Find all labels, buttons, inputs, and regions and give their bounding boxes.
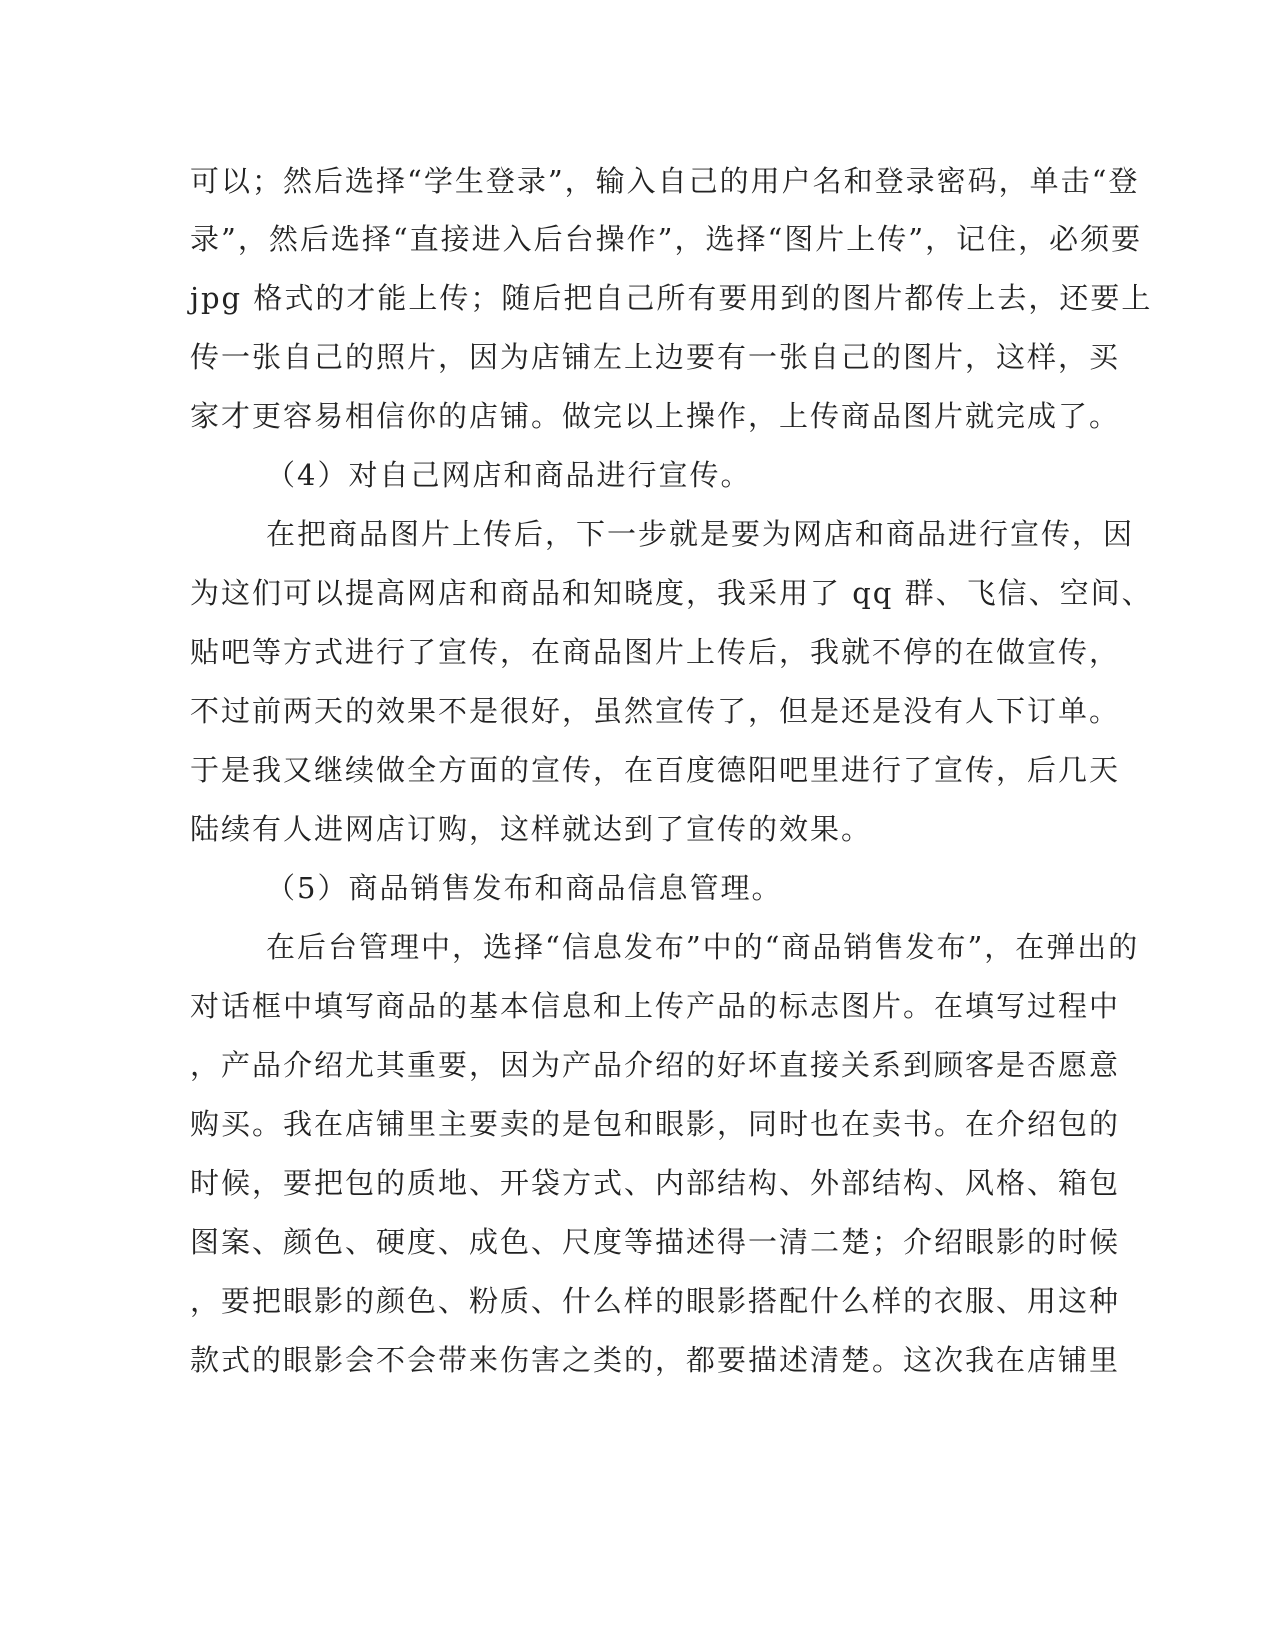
text-line: 贴吧等方式进行了宣传，在商品图片上传后，我就不停的在做宣传， [190, 635, 1121, 669]
text-line: 为这们可以提高网店和商品和知晓度，我采用了 qq 群、飞信、空间、 [190, 576, 1153, 610]
text-line: jpg 格式的才能上传；随后把自己所有要用到的图片都传上去，还要上 [190, 281, 1153, 315]
text-line: 在把商品图片上传后，下一步就是要为网店和商品进行宣传，因 [266, 517, 1135, 551]
text-line: 传一张自己的照片，因为店铺左上边要有一张自己的图片，这样，买 [190, 340, 1121, 374]
text-line: 时候，要把包的质地、开袋方式、内部结构、外部结构、风格、箱包 [190, 1166, 1121, 1200]
text-line: ，要把眼影的颜色、粉质、什么样的眼影搭配什么样的衣服、用这种 [190, 1284, 1121, 1318]
text-line: 录”，然后选择“直接进入后台操作”，选择“图片上传”，记住，必须要 [190, 222, 1143, 256]
text-line: 可以；然后选择“学生登录”，输入自己的用户名和登录密码，单击“登 [190, 164, 1140, 198]
text-line: 陆续有人进网店订购，这样就达到了宣传的效果。 [190, 812, 873, 846]
text-line: 款式的眼影会不会带来伤害之类的，都要描述清楚。这次我在店铺里 [190, 1343, 1121, 1377]
text-line: ，产品介绍尤其重要，因为产品介绍的好坏直接关系到顾客是否愿意 [190, 1048, 1121, 1082]
text-line: 于是我又继续做全方面的宣传，在百度德阳吧里进行了宣传，后几天 [190, 753, 1121, 787]
text-line: 不过前两天的效果不是很好，虽然宣传了，但是还是没有人下订单。 [190, 694, 1121, 728]
section-heading-4: （4）对自己网店和商品进行宣传。 [266, 458, 752, 492]
text-line: 购买。我在店铺里主要卖的是包和眼影，同时也在卖书。在介绍包的 [190, 1107, 1121, 1141]
text-line: 家才更容易相信你的店铺。做完以上操作，上传商品图片就完成了。 [190, 399, 1121, 433]
section-heading-5: （5）商品销售发布和商品信息管理。 [266, 871, 783, 905]
text-line: 在后台管理中，选择“信息发布”中的“商品销售发布”，在弹出的 [266, 930, 1140, 964]
text-line: 对话框中填写商品的基本信息和上传产品的标志图片。在填写过程中 [190, 989, 1121, 1023]
text-line: 图案、颜色、硬度、成色、尺度等描述得一清二楚；介绍眼影的时候 [190, 1225, 1121, 1259]
